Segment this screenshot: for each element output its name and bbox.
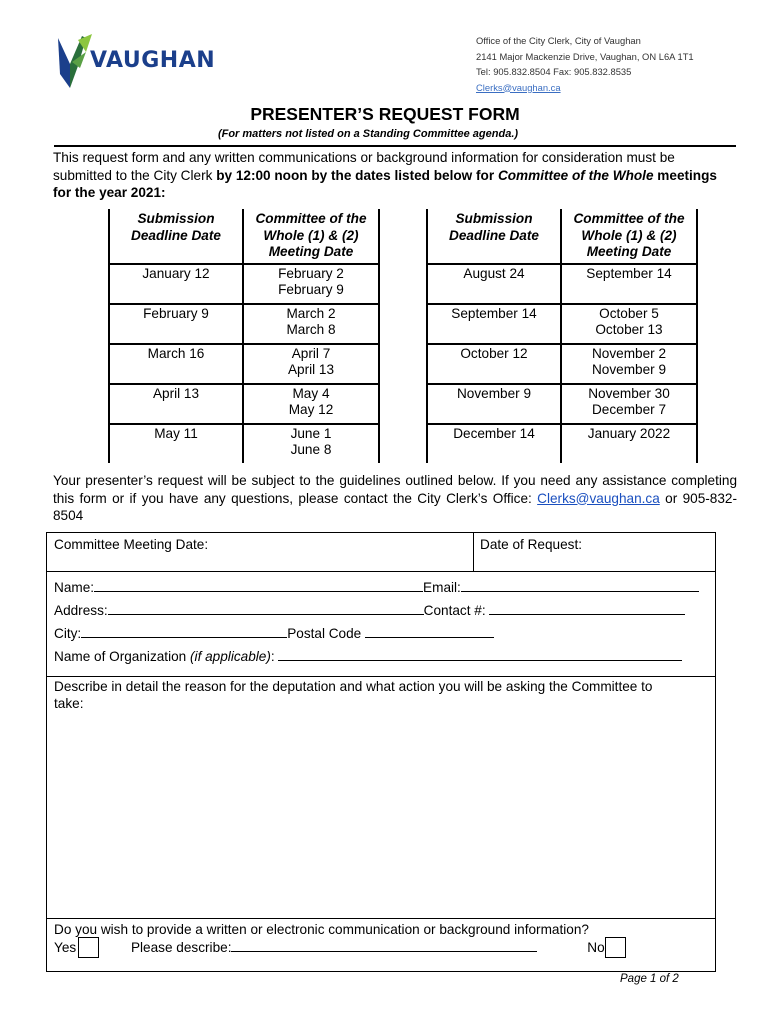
meeting-header: Committee of the Whole (1) & (2) Meeting Date xyxy=(561,209,697,264)
meeting-date: June 1 xyxy=(290,425,332,441)
meeting-date: November 9 xyxy=(591,362,667,377)
meeting-header: Committee of the Whole (1) & (2) Meeting Date xyxy=(243,209,379,264)
deadline-cell: February 9 xyxy=(109,304,243,344)
contact-label: Contact #: xyxy=(423,603,486,618)
page-title: PRESENTER’S REQUEST FORM xyxy=(250,104,520,124)
meeting-date: February 2 xyxy=(278,265,344,281)
no-label: No xyxy=(587,940,605,955)
form-divider xyxy=(473,533,474,571)
schedule-row xyxy=(109,264,379,304)
meeting-cell xyxy=(561,264,697,304)
contact-input[interactable] xyxy=(489,601,685,615)
deadline-cell: January 12 xyxy=(109,264,243,304)
address-label: Address: xyxy=(54,603,108,618)
meeting-cell xyxy=(561,384,697,424)
schedule-row xyxy=(109,304,379,344)
form-divider xyxy=(47,918,715,919)
yes-label: Yes xyxy=(54,940,77,955)
deadline-cell: April 13 xyxy=(109,384,243,424)
date-of-request-field[interactable] xyxy=(480,536,582,553)
meeting-date: June 8 xyxy=(290,442,332,457)
office-line: 2141 Major Mackenzie Drive, Vaughan, ON L6A 1T1 xyxy=(476,50,694,62)
schedule-row xyxy=(427,424,697,463)
vaughan-logo xyxy=(56,34,236,90)
meeting-cell xyxy=(561,344,697,384)
written-communication-question: Do you wish to provide a written or electronic communication or background information? xyxy=(54,922,589,937)
meeting-cell xyxy=(243,344,379,384)
deadline-cell: March 16 xyxy=(109,344,243,384)
schedule-row xyxy=(109,344,379,384)
please-describe-label: Please describe: xyxy=(130,940,232,955)
address-input[interactable] xyxy=(108,601,424,615)
meeting-cell xyxy=(243,384,379,424)
meeting-date: April 13 xyxy=(287,362,335,377)
request-form xyxy=(46,532,716,972)
form-divider xyxy=(47,571,715,572)
intro-text: This request form and any written communications or background information for consideration must be submitted to the City Clerk xyxy=(53,150,675,183)
deadline-cell: November 9 xyxy=(427,384,561,424)
intro-bold-2: meetings for the year 2021: xyxy=(53,167,717,200)
organization-label: Name of Organization xyxy=(54,649,191,664)
deadline-cell: August 24 xyxy=(427,264,561,304)
meeting-date: November 30 xyxy=(588,385,670,401)
guidelines-paragraph xyxy=(53,472,737,525)
intro-bold-italic: Committee of the Whole xyxy=(497,167,654,183)
please-describe-input[interactable] xyxy=(231,938,537,952)
city-input[interactable] xyxy=(81,624,287,638)
logo-text: VAUGHAN xyxy=(90,48,216,73)
meeting-date: March 8 xyxy=(286,322,336,337)
schedule-table-left xyxy=(108,209,380,463)
intro-bold-1: by 12:00 noon by the dates listed below for xyxy=(216,167,498,183)
email-input[interactable] xyxy=(461,578,699,592)
meeting-cell xyxy=(561,304,697,344)
postal-code-label: Postal Code xyxy=(287,626,362,641)
yes-checkbox[interactable] xyxy=(78,937,99,958)
organization-input[interactable] xyxy=(278,647,682,661)
schedule-table-right xyxy=(426,209,698,463)
schedule-row xyxy=(427,384,697,424)
meeting-date: March 2 xyxy=(286,305,336,321)
committee-meeting-date-label: Committee Meeting Date: xyxy=(54,537,209,552)
address-row xyxy=(54,601,685,619)
meeting-cell xyxy=(561,424,697,463)
organization-label-note: (if applicable) xyxy=(190,649,271,664)
meeting-cell xyxy=(243,264,379,304)
schedule-row xyxy=(427,304,697,344)
deputation-description-field[interactable] xyxy=(54,678,654,712)
page-number: Page 1 of 2 xyxy=(620,973,679,985)
schedule-row xyxy=(427,264,697,304)
meeting-date: May 12 xyxy=(288,402,334,417)
committee-meeting-date-field[interactable] xyxy=(54,536,208,553)
meeting-date: December 7 xyxy=(591,402,667,417)
organization-row xyxy=(54,647,682,665)
office-address xyxy=(476,33,694,95)
city-label: City: xyxy=(54,626,82,641)
intro-paragraph xyxy=(53,149,737,202)
meeting-date: January 2022 xyxy=(587,425,671,441)
title-divider xyxy=(54,145,736,147)
meeting-date: November 2 xyxy=(591,345,667,361)
guidelines-text: Your presenter’s request will be subject to the guidelines outlined below. If you need any assistance completing this form or if you have any questions, please contact the City Clerk’s Office: xyxy=(53,473,737,506)
schedule-row xyxy=(427,344,697,384)
written-communication-row xyxy=(54,937,626,958)
meeting-date: February 9 xyxy=(278,282,344,297)
guidelines-phone: or 905-832-8504 xyxy=(53,490,737,523)
organization-colon: : xyxy=(270,649,275,664)
meeting-date: October 13 xyxy=(595,322,663,337)
office-email-link[interactable]: Clerks@vaughan.ca xyxy=(476,81,561,93)
schedule-row xyxy=(109,384,379,424)
meeting-cell xyxy=(243,304,379,344)
date-of-request-label: Date of Request: xyxy=(480,537,583,552)
deadline-cell: May 11 xyxy=(109,424,243,463)
email-label: Email: xyxy=(423,580,461,595)
name-row xyxy=(54,578,699,596)
meeting-date: April 7 xyxy=(291,345,331,361)
office-line: Office of the City Clerk, City of Vaughan xyxy=(476,35,641,46)
office-line: Tel: 905.832.8504 Fax: 905.832.8535 xyxy=(476,66,632,77)
deadline-cell: October 12 xyxy=(427,344,561,384)
deputation-description-label: Describe in detail the reason for the deputation and what action you will be asking the Committee to take: xyxy=(54,679,653,711)
deadline-header: Submission Deadline Date xyxy=(109,209,243,264)
name-label: Name: xyxy=(54,580,95,595)
meeting-date: September 14 xyxy=(586,265,672,281)
schedule-row xyxy=(109,424,379,463)
deadline-cell: September 14 xyxy=(427,304,561,344)
clerks-email-link[interactable]: Clerks@vaughan.ca xyxy=(537,490,660,506)
deadline-cell: December 14 xyxy=(427,424,561,463)
meeting-date: May 4 xyxy=(292,385,330,401)
deadline-header: Submission Deadline Date xyxy=(427,209,561,264)
meeting-date: October 5 xyxy=(599,305,659,321)
name-input[interactable] xyxy=(94,578,423,592)
postal-code-input[interactable] xyxy=(365,624,494,638)
form-divider xyxy=(47,676,715,677)
meeting-cell xyxy=(243,424,379,463)
no-checkbox[interactable] xyxy=(605,937,626,958)
city-row xyxy=(54,624,494,642)
page-subtitle: (For matters not listed on a Standing Committee agenda.) xyxy=(217,128,519,140)
